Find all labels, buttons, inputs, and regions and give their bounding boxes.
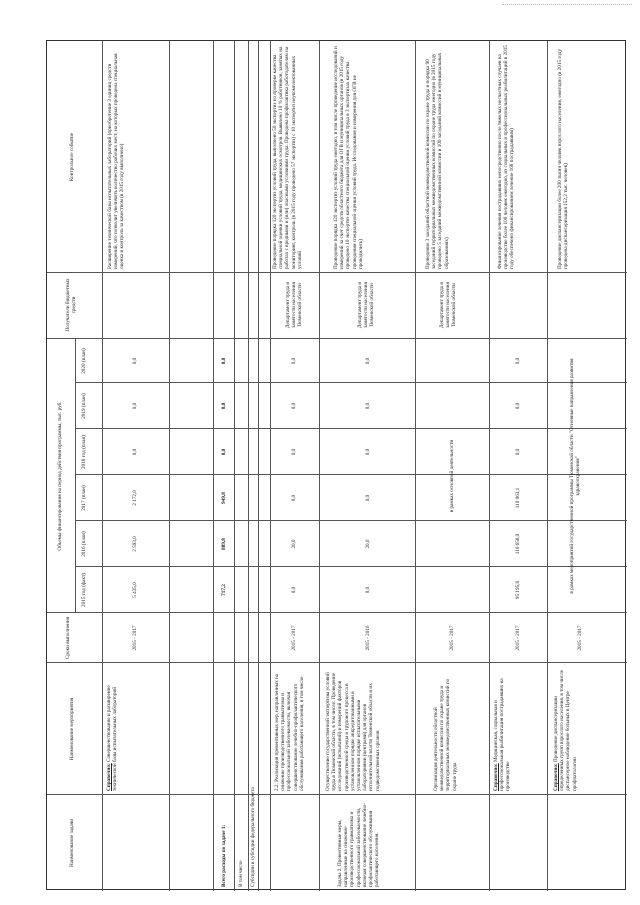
header-funding: Объемы финансирования на период действия программы, тыс. руб. <box>57 401 63 551</box>
grid-line <box>489 41 490 891</box>
grid-line <box>75 382 627 383</box>
header-mark <box>502 4 632 9</box>
row-term: 2015 - 2017 <box>449 625 455 651</box>
grid-line <box>102 41 103 891</box>
grid-line <box>75 474 627 475</box>
value-cell: 0,0 <box>221 402 227 410</box>
value-cell: 110 658,0 <box>515 533 521 555</box>
grid-line <box>415 41 416 891</box>
value-cell: 0,0 <box>132 357 138 365</box>
row-activity <box>106 667 118 791</box>
value-cell: 0,0 <box>365 448 371 456</box>
grid-line <box>75 566 627 567</box>
value-cell: 889,8 <box>221 538 227 550</box>
row-event: Проведение 3 заседаний областной межведомственной комиссии по охране труда и порядка 90 заседаний территориальных межведомственных комиссий по охране труда ежегодно (в 2015 году проведено 5 заседаний межведомственной комиссии и 100 заседаний комиссий в муниципальных образованиях) <box>425 52 450 269</box>
value-cell: 0,0 <box>515 357 521 365</box>
value-cell: 0,0 <box>515 448 521 456</box>
grid-line <box>47 794 627 795</box>
header-year-2017: 2017 (план) <box>81 485 87 511</box>
activity-text: Совершенствование и расширение технической базы испытательных лабораторий <box>106 685 119 791</box>
grid-line <box>47 272 627 273</box>
grid-line <box>75 428 627 429</box>
row-event: Проведение порядка 120 экспертиз условий труда ежегодно, в том числе проведение исследований и измерений за счет средств областного бюджета для ОГВ и муниципальных органов (в 2015 году проведено 10 экспертиз качества специальной оценки условий труда в 3 экспертизах качества проведения специальной оценки условий труда. Исследования и измерения для ОГВ не проводились) <box>333 46 364 269</box>
row-activity: Осуществление государственной экспертизы условий труда в Тюменской области, в том числе: Проведение исследований (испытаний) и измерений факторов производственной среды и трудового процесса в установленном порядке аккредитованными в установленном порядке испытательными лабораториями (центрами) для органов исполнительной власти Тюменской области и их подведомственных органов <box>325 672 381 791</box>
header-year-2016: 2016 (план) <box>81 531 87 557</box>
row-term: 2015 - 2016 <box>365 625 371 651</box>
grid-line <box>75 520 627 521</box>
rotated-table <box>47 41 627 891</box>
value-cell: 0,0 <box>221 357 227 365</box>
task-2-label: Задача 2. Превентивные меры, направленные на снижение производственного травматизма и профессиональной заболеваемости, включая совершенствование лечебно-профилактического обслуживания работающего населения. <box>337 803 381 887</box>
value-cell: 20,0 <box>291 539 297 549</box>
grid-line <box>248 41 249 891</box>
merged-funding-note: в рамках основной деятельности <box>449 439 455 513</box>
value-cell: 110 063,1 <box>515 487 521 509</box>
value-cell: 949,8 <box>221 492 227 504</box>
value-cell: 0,0 <box>132 448 138 456</box>
value-cell: 5 435,0 <box>132 582 138 598</box>
value-cell: 0,0 <box>221 448 227 456</box>
header-year-2020: 2020 (план) <box>81 348 87 374</box>
grid-line <box>270 41 271 891</box>
row-event: Расширение технической базы испытательных лабораторий (приобретение 3 единиц средств измерений, что позволит увеличить количество рабочих мест, на которых проведена специальная оценка и контроль за качеством (в 2015 году выполнено) <box>107 53 126 269</box>
row-term: 2015 - 2017 <box>577 625 583 651</box>
header-activity: Наименование мероприятия <box>69 697 75 761</box>
grid-line <box>169 41 170 891</box>
grid-line <box>47 662 627 663</box>
value-cell: 0,0 <box>365 494 371 502</box>
value-cell: 0,0 <box>291 357 297 365</box>
header-task: Наименование задачи <box>69 818 75 868</box>
header-year-2018: 2018 год (план) <box>81 435 87 469</box>
value-cell: 2 593,0 <box>132 536 138 552</box>
header-event: Контрольное событие <box>69 132 75 182</box>
value-cell: 0,0 <box>365 402 371 410</box>
activity-text: Медицинская, социальная и профессиональная реабилитация пострадавших на производстве <box>493 678 512 791</box>
header-year-2019: 2019 (план) <box>81 393 87 419</box>
grid-line <box>47 612 627 613</box>
value-cell: 717,2 <box>221 584 227 596</box>
value-cell: 0,0 <box>365 586 371 594</box>
header-recipient: Получатели бюджетных средств <box>65 278 78 332</box>
value-cell: 0,0 <box>515 402 521 410</box>
grid-line <box>213 41 214 891</box>
row-term: 2015 - 2017 <box>291 625 297 651</box>
row-recipient: Департамент труда и занятости населения Тюменской области <box>439 281 458 329</box>
row-recipient: Департамент труда и занятости населения Тюменской области <box>357 281 376 329</box>
row-activity: 2.2. Реализация превентивных мер, направленных на снижение производственного травматизма и профессиональной заболеваемости, включая совершенствование лечебно-профилактического обслуживания работающего населения, в том числе <box>274 673 305 791</box>
row-subheading: В том числе <box>238 860 244 887</box>
note-prefix: Справочно: <box>493 763 499 791</box>
row-event: Проведение порядка 120 экспертиз условий труда, выполнено 50 экспертиз по проверке качества специальной оценки условий труда, медицинских осмотров. Выявлено 10 % работников, занятых на работах с вредными и (или) опасными условиями труда. Проведена профилактика работодателям на мониторинг, контроль (в 2015 году проведено 57 экспертиз) с 10 экспертиз неукомплектованных условий <box>272 46 303 269</box>
row-total-label: Всего расходы по задаче 1: <box>221 824 227 887</box>
row-subsidy-label: Субсидии в субсидии федерального бюджета <box>250 787 256 887</box>
rotated-table-page <box>46 40 626 890</box>
value-cell: 0,0 <box>291 402 297 410</box>
row-term: 2015 - 2017 <box>515 625 521 651</box>
row-event: Финансирование лечения пострадавших непосредственно после тяжелых несчастных случаев на производстве более 100 человек ежегодно, из социальных и профессиональных реабилитаций в 2015 году обеспечено финансированием лечение 168 пострадавшим) <box>497 45 516 269</box>
grid-line <box>47 338 627 339</box>
row-activity: Организация деятельности областной межведомственной комиссии по охране труда и территориальных межведомственных комиссий по охране труда <box>433 678 458 791</box>
row-activity <box>553 667 578 791</box>
header-term: Сроки выполнения <box>65 616 71 660</box>
value-cell: 0,0 <box>132 402 138 410</box>
value-cell: 0,0 <box>291 494 297 502</box>
value-cell: 20,0 <box>365 539 371 549</box>
row-recipient: Департамент труда и занятости населения Тюменской области <box>285 281 304 329</box>
row-term: 2015 - 2017 <box>132 625 138 651</box>
grid-line <box>319 41 320 891</box>
note-prefix: Справочно: <box>553 763 559 791</box>
value-cell: 2 172,0 <box>132 490 138 506</box>
row-activity <box>493 667 512 791</box>
grid-line <box>547 41 548 891</box>
value-cell: 0,0 <box>291 586 297 594</box>
value-cell: 0,0 <box>291 448 297 456</box>
grid-line <box>258 41 259 891</box>
grid-line <box>234 41 235 891</box>
activity-text: Проведение диспансеризации определенных групп взрослого населения, в том числе диспансерное наблюдение больных в Центре профпатологии <box>553 669 578 791</box>
grid-line <box>75 339 76 613</box>
merged-funding-note: в рамках мероприятий государственной программы Тюменской области "Основные направления развития здравоохранения" <box>569 358 582 594</box>
row-event: Проведение диспансеризации более 200 тысяч человек взрослого населения, ежегодно (в 2015 году проведена диспансеризация 152,2 тыс. человек) <box>557 48 570 269</box>
note-prefix: Справочно: <box>106 763 112 791</box>
value-cell: 95 195,8 <box>515 580 521 600</box>
value-cell: 0,0 <box>365 357 371 365</box>
header-year-2015: 2015 год (факт) <box>81 573 87 607</box>
